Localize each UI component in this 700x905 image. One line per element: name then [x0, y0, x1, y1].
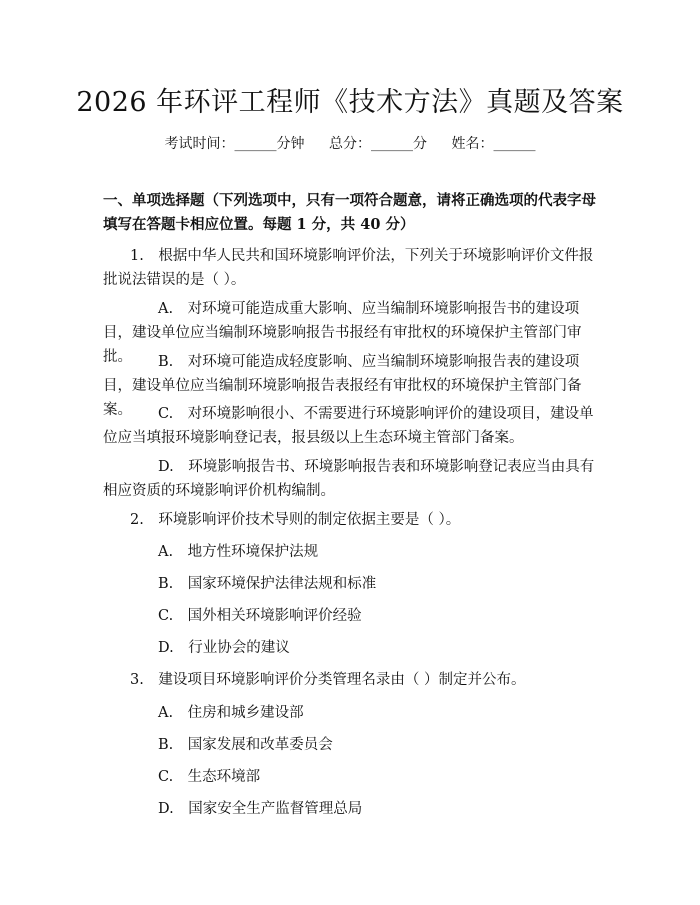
- question-2-option-a: A. 地方性环境保护法规: [158, 544, 319, 560]
- question-3-option-c: C. 生态环境部: [158, 769, 261, 785]
- question-3-option-b: B. 国家发展和改革委员会: [158, 737, 333, 753]
- exam-meta: [0, 133, 700, 153]
- exam-name: 姓名：______: [451, 136, 536, 152]
- question-3-stem: 3. 建设项目环境影响评价分类管理名录由（ ）制定并公布。: [130, 672, 526, 688]
- document-title: 2026 年环评工程师《技术方法》真题及答案: [76, 87, 624, 118]
- question-1-stem: 1. 根据中华人民共和国环境影响评价法，下列关于环境影响评价文件报批说法错误的是（ ）。: [103, 248, 594, 288]
- question-3-option-a: A. 住房和城乡建设部: [158, 705, 304, 721]
- question-2-stem: 2. 环境影响评价技术导则的制定依据主要是（ ）。: [130, 512, 461, 528]
- question-1-option-a: A. 对环境可能造成重大影响、应当编制环境影响报告书的建设项目，建设单位应当编制环境影响报告书报经有审批权的环境保护主管部门审批。: [103, 301, 582, 365]
- question-1-option-c: C. 对环境影响很小、不需要进行环境影响评价的建设项目，建设单位应当填报环境影响登记表，报县级以上生态环境主管部门备案。: [103, 406, 594, 446]
- exam-time: 考试时间：______分钟: [164, 136, 305, 152]
- question-2-option-c: C. 国外相关环境影响评价经验: [158, 608, 362, 624]
- question-1-option-d: D. 环境影响报告书、环境影响报告表和环境影响登记表应当由具有相应资质的环境影响评价机构编制。: [103, 459, 595, 499]
- exam-score: 总分：______分: [329, 136, 427, 152]
- question-1-option-b: B. 对环境可能造成轻度影响、应当编制环境影响报告表的建设项目，建设单位应当编制环境影响报告表报经有审批权的环境保护主管部门备案。: [103, 354, 582, 418]
- question-2-option-d: D. 行业协会的建议: [158, 640, 290, 656]
- question-3-option-d: D. 国家安全生产监督管理总局: [158, 801, 363, 817]
- question-2-option-b: B. 国家环境保护法律法规和标准: [158, 576, 377, 592]
- section-title-single-choice: 一、单项选择题（下列选项中，只有一项符合题意，请将正确选项的代表字母填写在答题卡相应位置。每题 1 分，共 40 分）: [103, 192, 596, 233]
